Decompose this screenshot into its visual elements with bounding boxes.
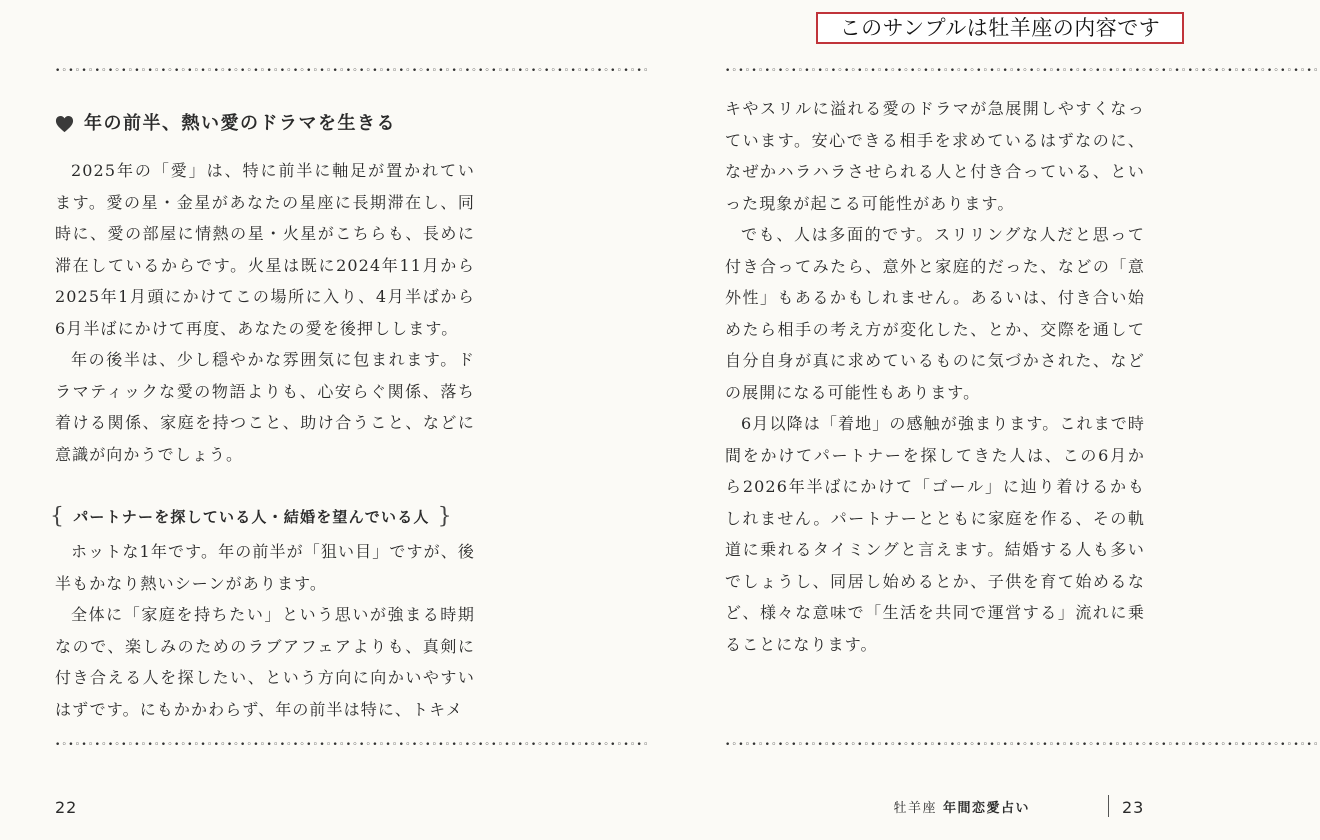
sub-heading	[50, 503, 490, 531]
paragraph: 全体に「家庭を持ちたい」という思いが強まる時期なので、楽しみのためのラブアフェアよりも、真剣に付き合える人を探したい、という方向に向かいやすいはずです。にもかかわらず、年の前半は特に、トキメ	[55, 605, 475, 719]
footer-separator	[1108, 795, 1109, 817]
body-text-1	[55, 155, 475, 470]
sample-notice-banner: このサンプルは牡羊座の内容です	[816, 12, 1184, 44]
paragraph: 6月以降は「着地」の感触が強まります。これまで時間をかけてパートナーを探してきた人は、この6月から2026年半ばにかけて「ゴール」に辿り着けるかもしれません。パートナーとともに家庭を作る、その軌道に乗れるタイミングと言えます。結婚する人も多いでしょうし、同居し始めるとか、子供を育て始めるなど、様々な意味で「生活を共同で運営する」流れに乗ることになります。	[725, 414, 1145, 654]
running-footer-title: 年間恋愛占い	[942, 801, 1030, 816]
paragraph: ホットな1年です。年の前半が「狙い目」ですが、後半もかなり熱いシーンがあります。	[55, 542, 475, 593]
running-footer-sign: 牡羊座	[893, 801, 937, 816]
paragraph: 年の後半は、少し穏やかな雰囲気に包まれます。ドラマティックな愛の物語よりも、心安らぐ関係、落ち着ける関係、家庭を持つこと、助け合うこと、などに意識が向かうでしょう。	[55, 350, 475, 464]
sub-heading-text: パートナーを探している人・結婚を望んでいる人	[73, 508, 430, 526]
body-text-2	[55, 536, 475, 725]
bottom-divider-left: •◦•◦•◦•◦•◦•◦•◦•◦•◦•◦•◦•◦•◦•◦•◦•◦•◦•◦•◦•◦•◦•◦•◦•◦•◦•◦•◦•◦•◦•◦•◦•◦•◦•◦•◦•◦•◦•◦•◦•◦•◦•◦•◦•◦•◦	[55, 740, 650, 750]
section-heading-text: 年の前半、熱い愛のドラマを生きる	[84, 113, 396, 134]
top-divider-right: •◦•◦•◦•◦•◦•◦•◦•◦•◦•◦•◦•◦•◦•◦•◦•◦•◦•◦•◦•◦•◦•◦•◦•◦•◦•◦•◦•◦•◦•◦•◦•◦•◦•◦•◦•◦•◦•◦•◦•◦•◦•◦•◦•◦•◦	[725, 66, 1320, 76]
paragraph: でも、人は多面的です。スリリングな人だと思って付き合ってみたら、意外と家庭的だった、などの「意外性」もあるかもしれません。あるいは、付き合い始めたら相手の考え方が変化した、とか、交際を通して自分自身が真に求めているものに気づかされた、などの展開になる可能性もあります。	[725, 225, 1145, 402]
running-footer	[893, 798, 1030, 820]
page-number-right: 23	[1122, 798, 1145, 817]
brace-open-ornament: {	[50, 504, 66, 529]
bottom-divider-right: •◦•◦•◦•◦•◦•◦•◦•◦•◦•◦•◦•◦•◦•◦•◦•◦•◦•◦•◦•◦•◦•◦•◦•◦•◦•◦•◦•◦•◦•◦•◦•◦•◦•◦•◦•◦•◦•◦•◦•◦•◦•◦•◦•◦•◦	[725, 740, 1320, 750]
body-text-right	[725, 93, 1145, 660]
paragraph: 2025年の「愛」は、特に前半に軸足が置かれています。愛の星・金星があなたの星座に長期滞在し、同時に、愛の部屋に情熱の星・火星がこちらも、長めに滞在しているからです。火星は既に2024年11月から2025年1月頭にかけてこの場所に入り、4月半ばから6月半ばにかけて再度、あなたの愛を後押しします。	[55, 161, 475, 338]
section-heading	[55, 111, 495, 137]
paragraph: キやスリルに溢れる愛のドラマが急展開しやすくなっています。安心できる相手を求めているはずなのに、なぜかハラハラさせられる人と付き合っている、といった現象が起こる可能性があります。	[725, 99, 1145, 213]
left-page	[0, 0, 650, 840]
brace-close-ornament: }	[437, 504, 453, 529]
heart-icon	[55, 115, 74, 134]
top-divider-left: •◦•◦•◦•◦•◦•◦•◦•◦•◦•◦•◦•◦•◦•◦•◦•◦•◦•◦•◦•◦•◦•◦•◦•◦•◦•◦•◦•◦•◦•◦•◦•◦•◦•◦•◦•◦•◦•◦•◦•◦•◦•◦•◦•◦•◦	[55, 66, 650, 76]
page-number-left: 22	[55, 798, 78, 817]
